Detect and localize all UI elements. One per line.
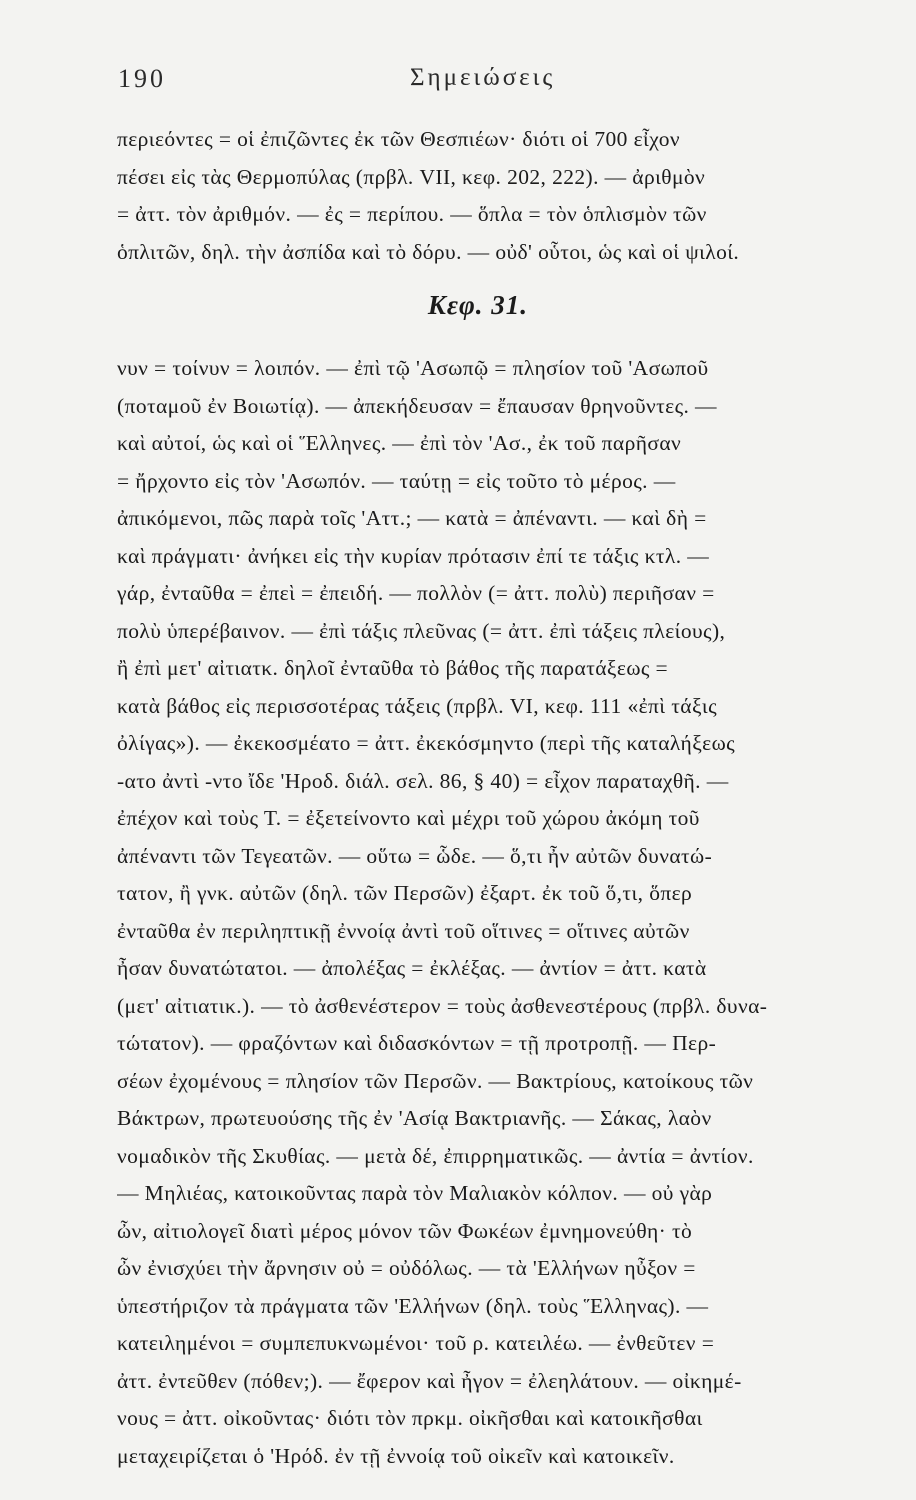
text-line: ἐνταῦθα ἐν περιληπτικῇ ἐννοίᾳ ἀντὶ τοῦ οἵτινες = οἵτινες αὐτῶν xyxy=(117,918,690,943)
text-line: νομαδικὸν τῆς Σκυθίας. — μετὰ δέ, ἐπιρρηματικῶς. — ἀντία = ἀντίον. xyxy=(117,1143,754,1168)
text-line: (ποταμοῦ ἐν Βοιωτίᾳ). — ἀπεκήδευσαν = ἔπαυσαν θρηνοῦντες. — xyxy=(117,393,717,418)
text-line: -ατο ἀντὶ -ντο ἴδε 'Ηροδ. διάλ. σελ. 86, § 40) = εἶχον παραταχθῆ. — xyxy=(117,768,729,793)
text-line: = ἤρχοντο εἰς τὸν 'Ασωπόν. — ταύτῃ = εἰς τοῦτο τὸ μέρος. — xyxy=(117,468,676,493)
text-line: πολὺ ὑπερέβαινον. — ἐπὶ τάξις πλεῦνας (= ἀττ. ἐπὶ τάξεις πλείους), xyxy=(117,618,726,643)
page-number: 190 xyxy=(118,64,166,93)
text-line: = ἀττ. τὸν ἀριθμόν. — ἐς = περίπου. — ὅπλα = τὸν ὁπλισμὸν τῶν xyxy=(117,202,707,226)
text-line: ἐπέχον καὶ τοὺς Τ. = ἐξετείνοντο καὶ μέχρι τοῦ χώρου ἀκόμη τοῦ xyxy=(117,806,700,830)
text-line: ὁπλιτῶν, δηλ. τὴν ἀσπίδα καὶ τὸ δόρυ. — οὐδ' οὗτοι, ὡς καὶ οἱ ψιλοί. xyxy=(117,239,740,264)
running-title: Σημειώσεις xyxy=(410,64,556,91)
text-line: πέσει εἰς τὰς Θερμοπύλας (πρβλ. VII, κεφ. 202, 222). — ἀριθμὸν xyxy=(117,164,706,189)
text-line: ὦν, αἰτιολογεῖ διατὶ μέρος μόνον τῶν Φωκέων ἐμνημονεύθη· τὸ xyxy=(117,1218,693,1243)
text-line: ἦσαν δυνατώτατοι. — ἀπολέξας = ἐκλέξας. — ἀντίον = ἀττ. κατὰ xyxy=(117,956,707,980)
text-line: ὀλίγας»). — ἐκεκοσμέατο = ἀττ. ἐκεκόσμηντο (περὶ τῆς καταλήξεως xyxy=(117,731,736,755)
text-line: Βάκτρων, πρωτευούσης τῆς ἐν 'Ασίᾳ Βακτριανῆς. — Σάκας, λαὸν xyxy=(117,1106,712,1130)
text-line: ἀττ. ἐντεῦθεν (πόθεν;). — ἔφερον καὶ ἦγον = ἐλεηλάτουν. — οἰκημέ- xyxy=(117,1368,742,1393)
chapter-heading xyxy=(0,290,916,321)
notes-block-chapter-30 xyxy=(117,121,882,271)
text-line: ἀπέναντι τῶν Τεγεατῶν. — οὕτω = ὧδε. — ὅ,τι ἦν αὐτῶν δυνατώ- xyxy=(117,843,713,868)
text-line: μεταχειρίζεται ὁ 'Ηρόδ. ἐν τῇ ἐννοίᾳ τοῦ οἰκεῖν καὶ κατοικεῖν. xyxy=(117,1443,675,1468)
running-head xyxy=(0,64,916,104)
text-line: (μετ' αἰτιατικ.). — τὸ ἀσθενέστερον = τοὺς ἀσθενεστέρους (πρβλ. δυνα- xyxy=(117,993,768,1018)
text-line: κατειλημένοι = συμπεπυκνωμένοι· τοῦ ρ. κατειλέω. — ἐνθεῦτεν = xyxy=(117,1331,715,1355)
text-line: νυν = τοίνυν = λοιπόν. — ἐπὶ τῷ 'Ασωπῷ = πλησίον τοῦ 'Ασωποῦ xyxy=(117,356,709,380)
chapter-heading-text: Κεφ. 31. xyxy=(427,290,529,320)
text-line: καὶ πράγματι· ἀνήκει εἰς τὴν κυρίαν πρότασιν ἐπί τε τάξις κτλ. — xyxy=(117,543,710,568)
text-line: ὑπεστήριζον τὰ πράγματα τῶν 'Ελλήνων (δηλ. τοὺς Ἕλληνας). — xyxy=(117,1293,709,1318)
text-line: γάρ, ἐνταῦθα = ἐπεὶ = ἐπειδή. — πολλὸν (= ἀττ. πολὺ) περιῆσαν = xyxy=(117,581,715,605)
text-line: τώτατον). — φραζόντων καὶ διδασκόντων = τῇ προτροπῇ. — Περ- xyxy=(117,1031,717,1055)
text-line: νους = ἀττ. οἰκοῦντας· διότι τὸν πρκμ. οἰκῆσθαι καὶ κατοικῆσθαι xyxy=(117,1406,703,1430)
text-line: σέων ἐχομένους = πλησίον τῶν Περσῶν. — Βακτρίους, κατοίκους τῶν xyxy=(117,1068,754,1093)
text-line: κατὰ βάθος εἰς περισσοτέρας τάξεις (πρβλ. VI, κεφ. 111 «ἐπὶ τάξις xyxy=(117,693,718,718)
text-line: ὦν ἐνισχύει τὴν ἄρνησιν οὐ = οὐδόλως. — τὰ 'Ελλήνων ηὖξον = xyxy=(117,1256,696,1280)
text-line: ἢ ἐπὶ μετ' αἰτιατκ. δηλοῖ ἐνταῦθα τὸ βάθος τῆς παρατάξεως = xyxy=(117,656,669,680)
text-line: περιεόντες = οἱ ἐπιζῶντες ἐκ τῶν Θεσπιέων· διότι οἱ 700 εἶχον xyxy=(117,127,680,151)
notes-block-chapter-31 xyxy=(117,350,882,1475)
text-line: τατον, ἢ γνκ. αὐτῶν (δηλ. τῶν Περσῶν) ἐξαρτ. ἐκ τοῦ ὅ,τι, ὅπερ xyxy=(117,881,693,905)
text-line: — Μηλιέας, κατοικοῦντας παρὰ τὸν Μαλιακὸν κόλπον. — οὐ γὰρ xyxy=(117,1181,713,1205)
text-line: ἀπικόμενοι, πῶς παρὰ τοῖς 'Αττ.; — κατὰ = ἀπέναντι. — καὶ δὴ = xyxy=(117,506,707,530)
text-line: καὶ αὐτοί, ὡς καὶ οἱ Ἕλληνες. — ἐπὶ τὸν 'Ασ., ἐκ τοῦ παρῆσαν xyxy=(117,431,682,455)
